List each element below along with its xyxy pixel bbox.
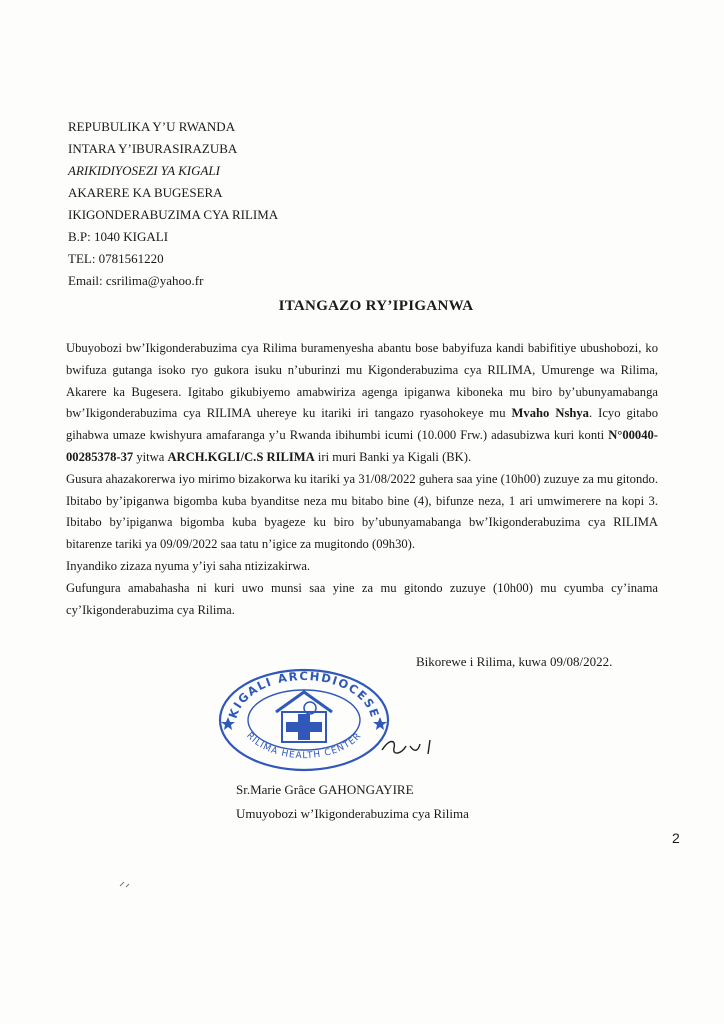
paragraph-1-text: iri muri Banki ya Kigali (BK).	[314, 449, 472, 464]
paragraph-1	[66, 338, 658, 469]
letterhead-line: INTARA Y’IBURASIRAZUBA	[68, 141, 238, 156]
letterhead-line: TEL: 0781561220	[68, 251, 164, 266]
letterhead-line: Email: csrilima@yahoo.fr	[68, 273, 204, 288]
account-name: ARCH.KGLI/C.S RILIMA	[167, 449, 315, 464]
paragraph-1-text: yitwa	[133, 449, 168, 464]
paragraph-1-text: Ubuyobozi bw’Ikigonderabuzima cya Rilima buramenyesha abantu bose babyifuza kandi babifitiye ubushobozi, ko bwifuza gutanga isoko ryo gukora isuku n’uburinzi mu Kigonderabuzima cya RILIMA, Umurenge wa Rilima, Akarere ka Bugesera. Igitabo gikubiyemo amabwiriza agenga ipiganwa kiboneka mu biro by’ubunyamabanga bw’Ikigonderabuzima cya RILIMA uhereye ku itariki iri tangazo ryasohokeye mu	[66, 341, 658, 421]
stamp-top-text: KIGALI ARCHDIOCESE	[225, 668, 383, 721]
letterhead	[68, 116, 278, 292]
announcement-title	[0, 298, 724, 315]
signature-block	[236, 778, 469, 826]
place-and-date: Bikorewe i Rilima, kuwa 09/08/2022.	[416, 654, 613, 669]
scan-speck	[118, 878, 132, 890]
house-cross-emblem-icon	[276, 692, 332, 742]
letterhead-line: IKIGONDERABUZIMA CYA RILIMA	[68, 207, 279, 222]
letterhead-line: ARIKIDIYOSEZI YA KIGALI	[68, 163, 220, 178]
star-icon	[221, 717, 235, 730]
letterhead-line: B.P: 1040 KIGALI	[68, 229, 169, 244]
announcement-body	[66, 338, 658, 621]
paragraph-1-text: . Icyo gitabo gihabwa umaze kwishyura amafaranga y’u Rwanda ibihumbi icumi (10.000 Frw.) adasubizwa kuri konti	[66, 406, 658, 443]
letterhead-line: REPUBULIKA Y’U RWANDA	[68, 119, 236, 134]
signer-role: Umuyobozi w’Ikigonderabuzima cya Rilima	[236, 806, 469, 821]
paragraph-2: Gusura ahazakorerwa iyo mirimo bizakorwa ku itariki ya 31/08/2022 guhera saa yine (10h00) zuzuye za mu gitondo. Ibitabo by’ipiganwa bigomba kuba byanditse neza mu bitabo bine (4), bifunze neza, 1 ari umwimerere na kopi 3. Ibitabo by’ipiganwa bigomba kuba byageze ku biro by’ubunyamabanga bw’Ikigonderabuzima cya RILIMA bitarenze tariki ya 09/09/2022 saa tatu n’igice za mugitondo (09h30).	[66, 471, 658, 552]
stamp-bottom-text: RILIMA HEALTH CENTER	[244, 730, 364, 762]
paragraph-3: Inyandiko zizaza nyuma y’iyi saha ntizizakirwa.	[66, 558, 311, 573]
handwritten-signature	[380, 728, 440, 768]
letterhead-line: AKARERE KA BUGESERA	[68, 185, 223, 200]
signer-name: Sr.Marie Grâce GAHONGAYIRE	[236, 782, 414, 797]
health-center-stamp	[214, 664, 394, 774]
account-number: N°00040-00285378-37	[66, 428, 658, 464]
paragraph-4: Gufungura amabahasha ni kuri uwo munsi saa yine za mu gitondo zuzuye (10h00) mu cyumba cy’inama cy’Ikigonderabuzima cya Rilima.	[66, 580, 658, 617]
page-number: 2	[672, 830, 680, 846]
announcement-title-text: ITANGAZO RY’IPIGANWA	[278, 298, 474, 314]
newspaper-name: Mvaho Nshya	[511, 406, 589, 421]
